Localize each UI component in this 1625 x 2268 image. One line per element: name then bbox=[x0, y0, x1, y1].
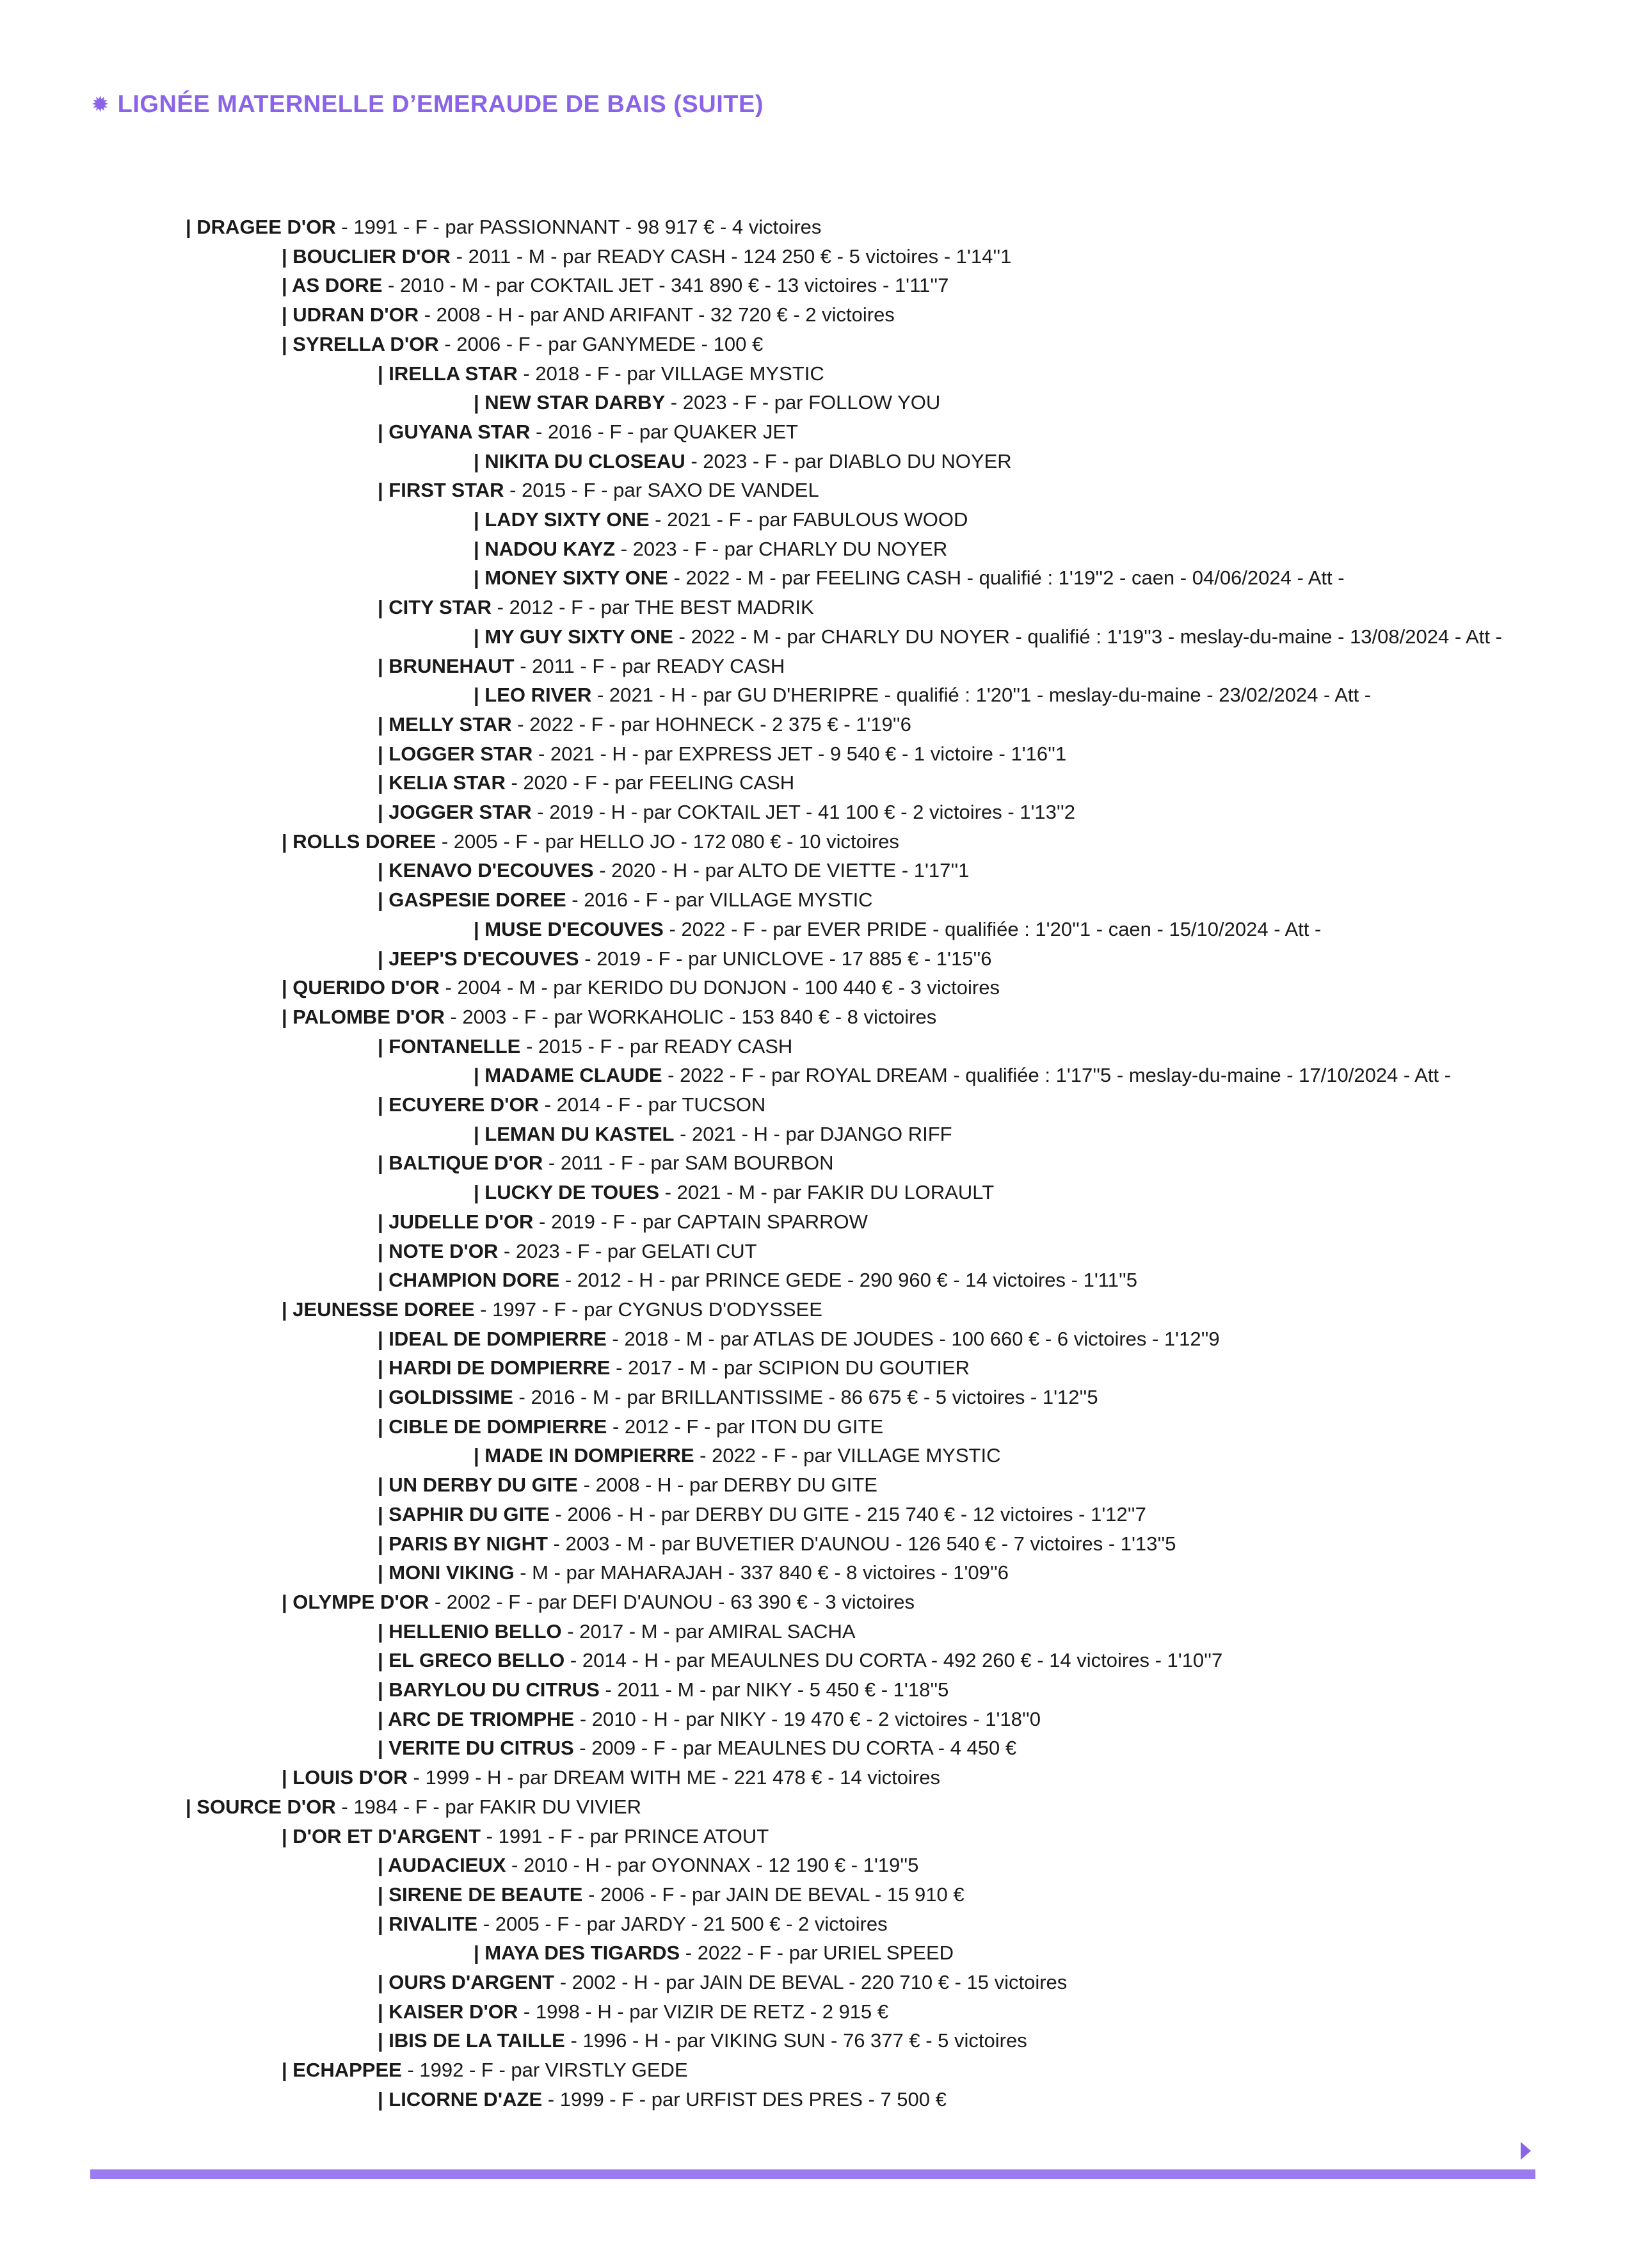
horse-name: | BARYLOU DU CITRUS bbox=[378, 1678, 600, 1701]
horse-name: | GOLDISSIME bbox=[378, 1386, 513, 1408]
horse-details: - 2023 - F - par DIABLO DU NOYER bbox=[685, 449, 1012, 472]
horse-name: | MAYA DES TIGARDS bbox=[474, 1942, 680, 1965]
horse-details: - 2011 - M - par READY CASH - 124 250 € - 5 victoires - 1'14''1 bbox=[451, 245, 1012, 268]
asterisk-icon: ✹ bbox=[92, 94, 109, 115]
horse-name: | NADOU KAYZ bbox=[474, 537, 616, 560]
pedigree-entry bbox=[378, 2026, 1027, 2055]
page-heading bbox=[92, 91, 764, 118]
pedigree-entry bbox=[378, 1500, 1146, 1529]
horse-details: - 1997 - F - par CYGNUS D'ODYSSEE bbox=[474, 1298, 822, 1321]
horse-name: | OURS D'ARGENT bbox=[378, 1971, 555, 1993]
horse-name: | KAISER D'OR bbox=[378, 2000, 518, 2023]
horse-details: - 2020 - H - par ALTO DE VIETTE - 1'17''1 bbox=[593, 859, 970, 882]
horse-name: | HARDI DE DOMPIERRE bbox=[378, 1356, 611, 1379]
pedigree-entry bbox=[282, 1763, 940, 1792]
horse-name: | CITY STAR bbox=[378, 596, 492, 619]
pedigree-entry bbox=[378, 1733, 1016, 1763]
horse-details: - 2003 - F - par WORKAHOLIC - 153 840 € - 8 victoires bbox=[444, 1005, 937, 1028]
horse-details: - 2006 - F - par JAIN DE BEVAL - 15 910 € bbox=[582, 1883, 965, 1906]
horse-name: | LOUIS D'OR bbox=[282, 1766, 408, 1789]
horse-name: | JEEP'S D'ECOUVES bbox=[378, 947, 579, 970]
pedigree-entry bbox=[378, 1090, 765, 1120]
horse-name: | MADE IN DOMPIERRE bbox=[474, 1444, 694, 1467]
horse-name: | AUDACIEUX bbox=[378, 1854, 506, 1877]
pedigree-entry bbox=[282, 973, 1000, 1002]
horse-details: - 2005 - F - par HELLO JO - 172 080 € - 10 victoires bbox=[436, 830, 899, 853]
pedigree-entry bbox=[378, 1148, 834, 1178]
pedigree-entry bbox=[282, 1295, 822, 1324]
horse-details: - 2021 - H - par DJANGO RIFF bbox=[674, 1122, 952, 1145]
pedigree-entry bbox=[474, 388, 940, 417]
horse-name: | JEUNESSE DOREE bbox=[282, 1298, 475, 1321]
pedigree-entry bbox=[378, 1851, 918, 1880]
horse-details: - 2003 - M - par BUVETIER D'AUNOU - 126 540 € - 7 victoires - 1'13''5 bbox=[547, 1532, 1176, 1555]
horse-details: - 1998 - H - par VIZIR DE RETZ - 2 915 € bbox=[518, 2000, 889, 2023]
horse-details: - 2016 - F - par VILLAGE MYSTIC bbox=[566, 889, 873, 912]
pedigree-entry bbox=[378, 1910, 888, 1939]
pedigree-entry bbox=[378, 1880, 965, 1910]
horse-details: - 2011 - F - par READY CASH bbox=[514, 654, 785, 677]
pedigree-entry bbox=[378, 1324, 1220, 1354]
pedigree-entry bbox=[378, 1237, 757, 1266]
pedigree-entry bbox=[378, 1207, 868, 1237]
horse-name: | IRELLA STAR bbox=[378, 362, 518, 385]
pedigree-entry bbox=[378, 1383, 1098, 1412]
horse-name: | EL GRECO BELLO bbox=[378, 1649, 565, 1672]
horse-details: - 2006 - H - par DERBY DU GITE - 215 740 € - 12 victoires - 1'12''7 bbox=[549, 1502, 1146, 1525]
horse-name: | MELLY STAR bbox=[378, 712, 512, 736]
horse-name: | JOGGER STAR bbox=[378, 801, 532, 823]
horse-name: | LICORNE D'AZE bbox=[378, 2087, 543, 2111]
horse-details: - 2016 - M - par BRILLANTISSIME - 86 675 € - 5 victoires - 1'12''5 bbox=[513, 1386, 1098, 1408]
horse-name: | BOUCLIER D'OR bbox=[282, 245, 451, 268]
horse-details: - 2006 - F - par GANYMEDE - 100 € bbox=[438, 332, 764, 355]
pedigree-entry bbox=[378, 739, 1066, 769]
pedigree-entry bbox=[282, 1588, 915, 1617]
pedigree-entry bbox=[378, 1646, 1222, 1675]
horse-details: - 2012 - F - par THE BEST MADRIK bbox=[492, 596, 814, 619]
pedigree-entry bbox=[378, 1675, 949, 1705]
horse-name: | MADAME CLAUDE bbox=[474, 1064, 662, 1087]
horse-name: | CHAMPION DORE bbox=[378, 1269, 560, 1292]
horse-details: - 2015 - F - par READY CASH bbox=[520, 1034, 793, 1058]
horse-details: - 2008 - H - par AND ARIFANT - 32 720 € - 2 victoires bbox=[419, 303, 895, 326]
pedigree-entry bbox=[378, 417, 798, 447]
horse-name: | QUERIDO D'OR bbox=[282, 976, 440, 999]
horse-details: - 2021 - F - par FABULOUS WOOD bbox=[649, 508, 968, 531]
footer-divider bbox=[90, 2169, 1535, 2179]
pedigree-entry bbox=[474, 1061, 1451, 1090]
pedigree-entry bbox=[378, 1470, 877, 1500]
horse-details: - 2002 - F - par DEFI D'AUNOU - 63 390 € - 3 victoires bbox=[429, 1590, 915, 1613]
horse-name: | GUYANA STAR bbox=[378, 420, 531, 443]
horse-details: - 2021 - M - par FAKIR DU LORAULT bbox=[659, 1181, 995, 1204]
horse-details: - 2012 - H - par PRINCE GEDE - 290 960 € - 14 victoires - 1'11''5 bbox=[559, 1269, 1138, 1292]
horse-details: - 2018 - F - par VILLAGE MYSTIC bbox=[517, 362, 824, 385]
pedigree-entry bbox=[282, 1002, 936, 1032]
horse-details: - 2022 - M - par FEELING CASH - qualifié : 1'19''2 - caen - 04/06/2024 - Att - bbox=[668, 567, 1345, 590]
horse-name: | UDRAN D'OR bbox=[282, 303, 419, 326]
horse-details: - 1996 - H - par VIKING SUN - 76 377 € - 5 victoires bbox=[564, 2029, 1027, 2052]
horse-name: | GASPESIE DOREE bbox=[378, 889, 566, 912]
pedigree-entry bbox=[378, 1968, 1067, 1997]
horse-details: - 2008 - H - par DERBY DU GITE bbox=[577, 1474, 877, 1497]
horse-name: | BRUNEHAUT bbox=[378, 654, 515, 677]
pedigree-entry bbox=[282, 1822, 769, 1851]
horse-name: | HELLENIO BELLO bbox=[378, 1620, 562, 1643]
pedigree-entry bbox=[282, 271, 949, 300]
pedigree-entry bbox=[282, 2055, 688, 2085]
horse-details: - 2011 - M - par NIKY - 5 450 € - 1'18''5 bbox=[599, 1678, 949, 1701]
horse-name: | JUDELLE D'OR bbox=[378, 1210, 534, 1233]
pedigree-entry bbox=[378, 1617, 856, 1646]
horse-details: - 2023 - F - par CHARLY DU NOYER bbox=[615, 537, 948, 560]
horse-details: - 2018 - M - par ATLAS DE JOUDES - 100 660 € - 6 victoires - 1'12''9 bbox=[606, 1327, 1220, 1350]
horse-details: - 2022 - F - par URIEL SPEED bbox=[680, 1942, 954, 1965]
horse-details: - 2021 - H - par EXPRESS JET - 9 540 € - 1 victoire - 1'16''1 bbox=[532, 742, 1067, 765]
horse-name: | FIRST STAR bbox=[378, 479, 504, 502]
horse-details: - 2010 - H - par OYONNAX - 12 190 € - 1'19''5 bbox=[506, 1854, 919, 1877]
next-page-arrow-icon[interactable] bbox=[1521, 2142, 1531, 2160]
horse-name: | MY GUY SIXTY ONE bbox=[474, 625, 673, 648]
horse-details: - 2019 - F - par UNICLOVE - 17 885 € - 1'15''6 bbox=[579, 947, 992, 970]
horse-details: - 2023 - F - par FOLLOW YOU bbox=[665, 391, 941, 414]
horse-details: - 2021 - H - par GU D'HERIPRE - qualifié : 1'20''1 - meslay-du-maine - 23/02/2024 - Att - bbox=[591, 684, 1372, 707]
horse-details: - 1991 - F - par PRINCE ATOUT bbox=[481, 1824, 769, 1847]
pedigree-entry bbox=[474, 535, 947, 564]
pedigree-entry bbox=[474, 447, 1012, 476]
horse-name: | PARIS BY NIGHT bbox=[378, 1532, 548, 1555]
horse-name: | PALOMBE D'OR bbox=[282, 1005, 445, 1028]
pedigree-entry bbox=[378, 1529, 1176, 1559]
horse-name: | VERITE DU CITRUS bbox=[378, 1737, 574, 1760]
horse-name: | ECUYERE D'OR bbox=[378, 1093, 540, 1116]
pedigree-entry bbox=[378, 856, 969, 885]
horse-details: - 2020 - F - par FEELING CASH bbox=[505, 771, 795, 794]
pedigree-entry bbox=[378, 2085, 947, 2114]
horse-details: - 2022 - F - par VILLAGE MYSTIC bbox=[694, 1444, 1001, 1467]
horse-details: - 1991 - F - par PASSIONNANT - 98 917 € - 4 victoires bbox=[335, 216, 822, 238]
horse-details: - 2004 - M - par KERIDO DU DONJON - 100 440 € - 3 victoires bbox=[439, 976, 1000, 999]
heading-title: LIGNÉE MATERNELLE D’EMERAUDE DE BAIS (SUITE) bbox=[117, 91, 764, 118]
horse-details: - 2015 - F - par SAXO DE VANDEL bbox=[504, 479, 819, 502]
pedigree-entry bbox=[474, 622, 1502, 652]
pedigree-entry bbox=[378, 710, 911, 739]
horse-name: | NIKITA DU CLOSEAU bbox=[474, 449, 685, 472]
horse-details: - 2009 - F - par MEAULNES DU CORTA - 4 450 € bbox=[573, 1737, 1017, 1760]
horse-name: | CIBLE DE DOMPIERRE bbox=[378, 1415, 607, 1438]
pedigree-entry bbox=[378, 1997, 888, 2027]
horse-name: | RIVALITE bbox=[378, 1912, 478, 1935]
horse-details: - 1999 - F - par URFIST DES PRES - 7 500 € bbox=[542, 2087, 947, 2111]
pedigree-entry bbox=[378, 593, 814, 622]
horse-name: | ROLLS DOREE bbox=[282, 830, 436, 853]
pedigree-entry bbox=[474, 1120, 952, 1149]
horse-name: | LADY SIXTY ONE bbox=[474, 508, 650, 531]
horse-details: - 2010 - H - par NIKY - 19 470 € - 2 victoires - 1'18''0 bbox=[574, 1707, 1041, 1730]
pedigree-entry bbox=[378, 359, 824, 389]
pedigree-entry bbox=[378, 652, 785, 681]
pedigree-entry bbox=[378, 1353, 970, 1383]
horse-details: - 2016 - F - par QUAKER JET bbox=[530, 420, 798, 443]
horse-name: | SAPHIR DU GITE bbox=[378, 1502, 550, 1525]
horse-details: - 2022 - M - par CHARLY DU NOYER - qualifié : 1'19''3 - meslay-du-maine - 13/08/2024 - Att - bbox=[673, 625, 1502, 648]
pedigree-entry bbox=[474, 563, 1345, 593]
pedigree-entry bbox=[378, 944, 992, 974]
horse-name: | FONTANELLE bbox=[378, 1034, 521, 1058]
pedigree-entry bbox=[378, 768, 794, 798]
pedigree-entry bbox=[186, 1792, 641, 1822]
pedigree-entry bbox=[378, 1032, 792, 1061]
pedigree-entry bbox=[282, 300, 895, 330]
horse-details: - 2014 - F - par TUCSON bbox=[539, 1093, 766, 1116]
pedigree-entry bbox=[378, 1266, 1137, 1295]
horse-name: | AS DORE bbox=[282, 274, 383, 297]
pedigree-entry bbox=[378, 1705, 1041, 1734]
pedigree-entry bbox=[282, 827, 899, 857]
horse-name: | SOURCE D'OR bbox=[186, 1795, 336, 1818]
horse-name: | MUSE D'ECOUVES bbox=[474, 917, 664, 940]
pedigree-entry bbox=[474, 505, 968, 535]
pedigree-entry bbox=[282, 242, 1011, 271]
horse-name: | MONEY SIXTY ONE bbox=[474, 567, 668, 590]
horse-name: | LEO RIVER bbox=[474, 684, 592, 707]
horse-details: - 1999 - H - par DREAM WITH ME - 221 478 € - 14 victoires bbox=[407, 1766, 940, 1789]
horse-name: | IDEAL DE DOMPIERRE bbox=[378, 1327, 607, 1350]
horse-details: - 2022 - F - par HOHNECK - 2 375 € - 1'19''6 bbox=[511, 712, 911, 736]
horse-name: | D'OR ET D'ARGENT bbox=[282, 1824, 481, 1847]
horse-name: | DRAGEE D'OR bbox=[186, 216, 336, 238]
horse-name: | KELIA STAR bbox=[378, 771, 506, 794]
pedigree-entry bbox=[282, 330, 763, 359]
horse-details: - 2010 - M - par COKTAIL JET - 341 890 € - 13 victoires - 1'11''7 bbox=[382, 274, 949, 297]
horse-details: - 2005 - F - par JARDY - 21 500 € - 2 victoires bbox=[477, 1912, 888, 1935]
horse-details: - 2022 - F - par ROYAL DREAM - qualifiée : 1'17''5 - meslay-du-maine - 17/10/2024 - Att - bbox=[662, 1064, 1451, 1087]
horse-name: | BALTIQUE D'OR bbox=[378, 1152, 543, 1175]
horse-details: - 2017 - M - par AMIRAL SACHA bbox=[561, 1620, 856, 1643]
horse-name: | MONI VIKING bbox=[378, 1561, 515, 1584]
horse-details: - 2011 - F - par SAM BOURBON bbox=[543, 1152, 834, 1175]
pedigree-entry bbox=[474, 1441, 1000, 1470]
horse-name: | UN DERBY DU GITE bbox=[378, 1474, 578, 1497]
pedigree-entry bbox=[378, 798, 1075, 827]
horse-name: | ARC DE TRIOMPHE bbox=[378, 1707, 575, 1730]
horse-name: | OLYMPE D'OR bbox=[282, 1590, 429, 1613]
pedigree-entry bbox=[474, 1178, 994, 1207]
pedigree-entry bbox=[474, 680, 1371, 710]
horse-name: | LOGGER STAR bbox=[378, 742, 533, 765]
pedigree-entry bbox=[378, 1558, 1009, 1588]
horse-name: | KENAVO D'ECOUVES bbox=[378, 859, 594, 882]
horse-details: - 2023 - F - par GELATI CUT bbox=[498, 1239, 757, 1262]
horse-details: - 2014 - H - par MEAULNES DU CORTA - 492 260 € - 14 victoires - 1'10''7 bbox=[564, 1649, 1223, 1672]
pedigree-entry bbox=[186, 213, 821, 242]
horse-name: | SYRELLA D'OR bbox=[282, 332, 439, 355]
horse-details: - 2022 - F - par EVER PRIDE - qualifiée : 1'20''1 - caen - 15/10/2024 - Att - bbox=[663, 917, 1322, 940]
horse-details: - 2017 - M - par SCIPION DU GOUTIER bbox=[610, 1356, 970, 1379]
pedigree-entry bbox=[378, 476, 819, 505]
pedigree-entry bbox=[378, 885, 873, 915]
horse-details: - M - par MAHARAJAH - 337 840 € - 8 victoires - 1'09''6 bbox=[514, 1561, 1009, 1584]
horse-details: - 2002 - H - par JAIN DE BEVAL - 220 710 € - 15 victoires bbox=[554, 1971, 1068, 1993]
horse-name: | LUCKY DE TOUES bbox=[474, 1181, 660, 1204]
horse-name: | SIRENE DE BEAUTE bbox=[378, 1883, 583, 1906]
horse-name: | IBIS DE LA TAILLE bbox=[378, 2029, 565, 2052]
pedigree-entry bbox=[378, 1412, 883, 1442]
horse-name: | NOTE D'OR bbox=[378, 1239, 499, 1262]
horse-name: | NEW STAR DARBY bbox=[474, 391, 666, 414]
pedigree-entry bbox=[474, 1938, 954, 1968]
horse-details: - 1992 - F - par VIRSTLY GEDE bbox=[401, 2059, 688, 2082]
horse-name: | ECHAPPEE bbox=[282, 2059, 402, 2082]
horse-details: - 2019 - H - par COKTAIL JET - 41 100 € - 2 victoires - 1'13''2 bbox=[531, 801, 1075, 823]
horse-details: - 2019 - F - par CAPTAIN SPARROW bbox=[533, 1210, 868, 1233]
horse-details: - 2012 - F - par ITON DU GITE bbox=[607, 1415, 884, 1438]
horse-details: - 1984 - F - par FAKIR DU VIVIER bbox=[335, 1795, 641, 1818]
horse-name: | LEMAN DU KASTEL bbox=[474, 1122, 675, 1145]
pedigree-entry bbox=[474, 915, 1321, 944]
